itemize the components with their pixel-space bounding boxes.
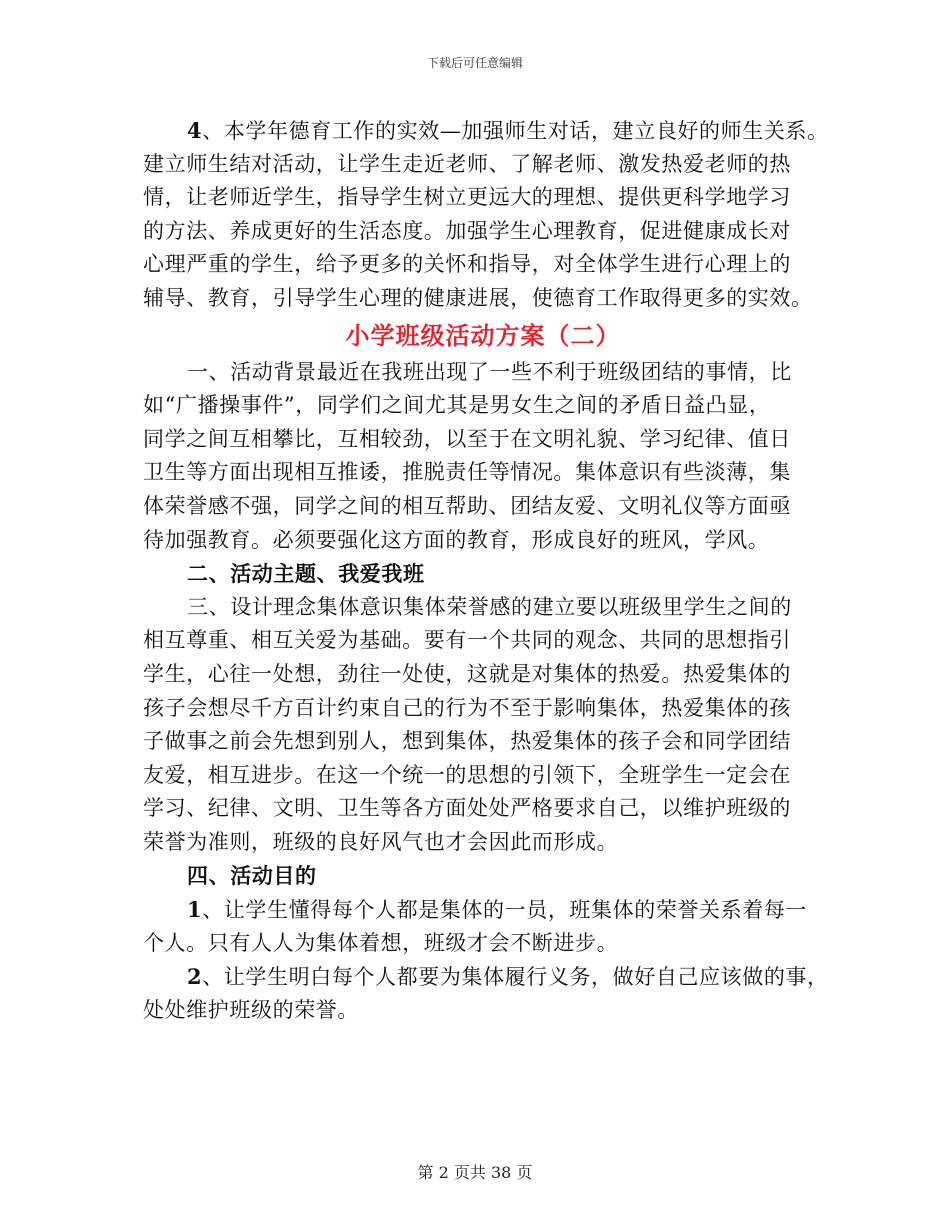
paragraph-line: 友爱，相互进步。在这一个统一的思想的引领下，全班学生一定会在 xyxy=(143,762,791,787)
line-text: 、让学生明白每个人都要为集体履行义务，做好自己应该做的事， xyxy=(202,965,829,990)
paragraph-line: 辅导、教育，引导学生心理的健康进展，使德育工作取得更多的实效。 xyxy=(143,285,813,310)
paragraph-line: 的方法、养成更好的生活态度。加强学生心理教育，促进健康成长对 xyxy=(143,218,791,243)
paragraph-line: 建立师生结对活动，让学生走近老师、了解老师、激发热爱老师的热 xyxy=(143,151,791,176)
paragraph-line: 如“广播操事件”，同学们之间尤其是男女生之间的矛盾日益凸显， xyxy=(143,393,771,418)
heading-theme: 二、活动主题、我爱我班 xyxy=(187,561,425,587)
paragraph-line: 子做事之前会先想到别人，想到集体，热爱集体的孩子会和同学团结 xyxy=(143,729,791,754)
paragraph-line: 学生，心往一处想，劲往一处使，这就是对集体的热爱。热爱集体的 xyxy=(143,661,791,686)
heading-purpose: 四、活动目的 xyxy=(187,863,317,889)
paragraph-line: 荣誉为准则，班级的良好风气也才会因此而形成。 xyxy=(143,829,619,854)
page-header: 下载后可任意编辑 xyxy=(426,56,523,70)
paragraph-line: 待加强教育。必须要强化这方面的教育，形成良好的班风，学风。 xyxy=(143,527,770,552)
line-text: 、让学生懂得每个人都是集体的一员，班集体的荣誉关系着每一 xyxy=(202,898,808,923)
paragraph-line: 处处维护班级的荣誉。 xyxy=(143,997,359,1022)
section-title: 小学班级活动方案（二） xyxy=(345,320,621,350)
item-number: 2 xyxy=(187,964,203,990)
paragraph-line: 三、设计理念集体意识集体荣誉感的建立要以班级里学生之间的 xyxy=(187,594,792,619)
paragraph-line xyxy=(143,960,829,994)
paragraph-line: 学习、纪律、文明、卫生等各方面处处严格要求自己，以维护班级的 xyxy=(143,796,791,821)
paragraph-line xyxy=(143,893,823,927)
paragraph-line: 孩子会想尽千方百计约束自己的行为不至于影响集体，热爱集体的孩 xyxy=(143,695,791,720)
paragraph-line: 一、活动背景最近在我班出现了一些不利于班级团结的事情，比 xyxy=(187,359,792,384)
paragraph-line: 个人。只有人人为集体着想，班级才会不断进步。 xyxy=(143,930,619,955)
paragraph-line: 情，让老师近学生，指导学生树立更远大的理想、提供更科学地学习 xyxy=(143,185,791,210)
paragraph-line: 同学之间互相攀比，互相较劲，以至于在文明礼貌、学习纪律、值日 xyxy=(143,426,791,451)
page-content xyxy=(143,114,829,1027)
line-text: 、本学年德育工作的实效—加强师生对话，建立良好的师生关系。 xyxy=(202,119,829,143)
page-footer: 第 2 页共 38 页 xyxy=(417,1163,533,1182)
paragraph-line xyxy=(143,114,829,148)
item-number: 1 xyxy=(187,897,203,923)
paragraph-line: 卫生等方面出现相互推诿，推脱责任等情况。集体意识有些淡薄，集 xyxy=(143,460,791,485)
paragraph-line: 心理严重的学生，给予更多的关怀和指导，对全体学生进行心理上的 xyxy=(143,252,791,277)
paragraph-line: 体荣誉感不强，同学之间的相互帮助、团结友爱、文明礼仪等方面亟 xyxy=(143,493,791,518)
item-number: 4 xyxy=(187,118,203,143)
paragraph-line: 相互尊重、相互关爱为基础。要有一个共同的观念、共同的思想指引 xyxy=(143,628,791,653)
